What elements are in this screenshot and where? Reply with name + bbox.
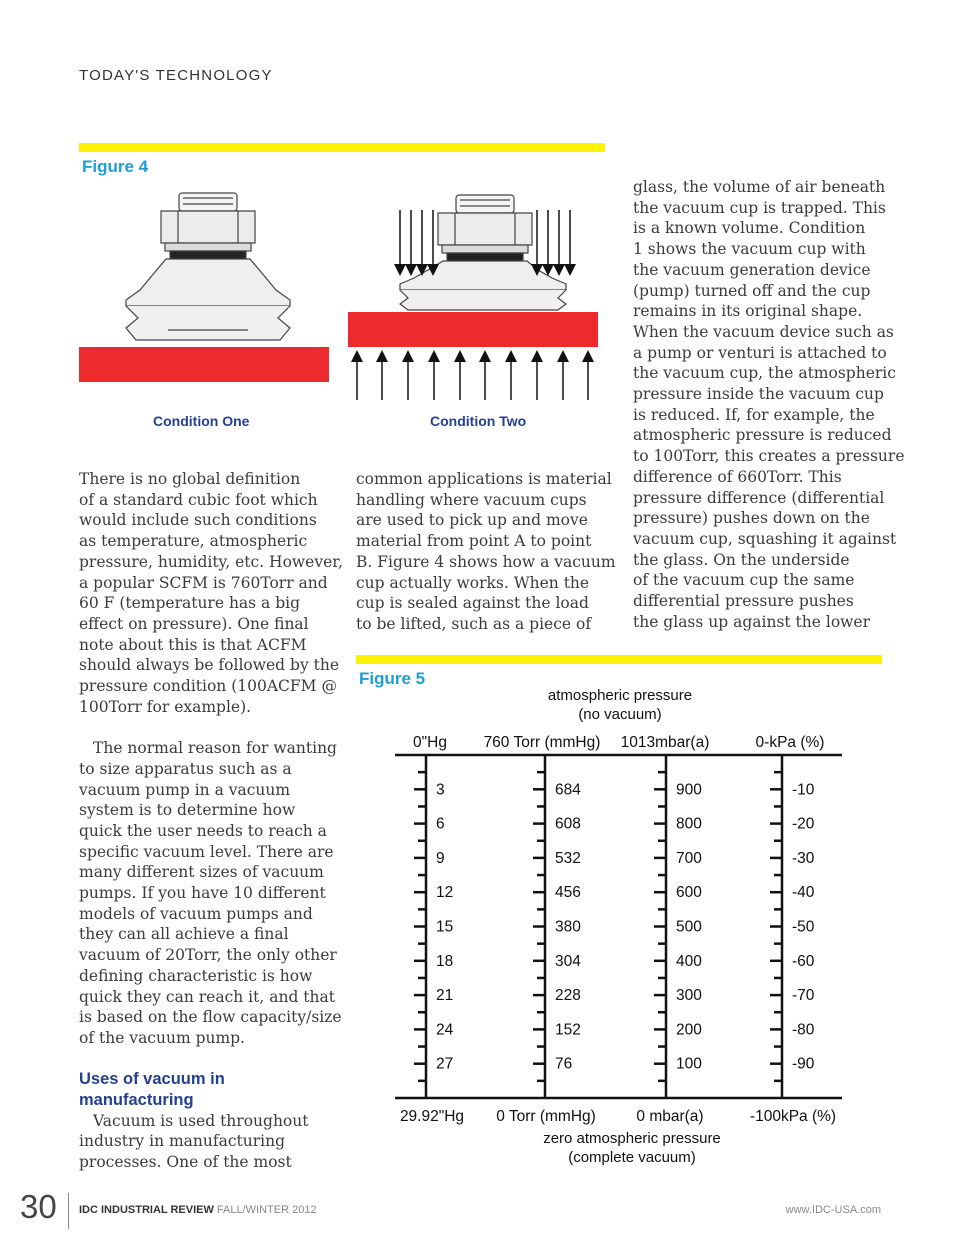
text-line: 1 shows the vacuum cup with [633,240,866,259]
text-line: vacuum cup, squashing it against [633,529,897,548]
vacuum-cup-condition-two [400,195,566,310]
top-label-line1: atmospheric pressure [547,687,693,704]
figure4-top-rule [79,143,605,152]
scale-value-1: 228 [555,987,581,1005]
figure5-top-rule [356,655,882,664]
scale-value-0: 21 [436,987,454,1005]
publication-name: IDC INDUSTRIAL REVIEW [79,1204,214,1216]
scale-value-3: -70 [792,987,815,1005]
text-line: pressure, humidity, etc. However, [79,552,343,571]
footer-publication [79,1204,317,1216]
text-line: the glass. On the underside [633,550,850,569]
vacuum-cup-condition-one [126,193,290,340]
scale-value-2: 500 [676,918,702,936]
text-line: cup is sealed against the load [356,594,589,613]
scale-value-3: -30 [792,849,815,867]
figure5-title: Figure 5 [359,669,426,688]
scale-value-3: -40 [792,884,815,902]
text-line: pressure difference (differential [633,488,885,507]
scale-value-3: -50 [792,918,815,936]
text-line: pressure condition (100ACFM @ [79,677,337,696]
column-one [79,469,343,1173]
footer-url: www.IDC-USA.com [785,1204,881,1216]
scale-value-0: 3 [436,781,445,799]
scale-value-1: 684 [555,781,581,799]
scale-value-0: 15 [436,918,454,936]
text-line: quick the user needs to reach a [79,821,327,840]
text-line: is a known volume. Condition [633,219,866,238]
text-line: pressure) pushes down on the [633,509,870,528]
paragraph-one [79,469,343,717]
text-line: they can all achieve a final [79,925,289,944]
text-line: to be lifted, such as a piece of [356,614,592,633]
heading-line: Uses of vacuum in [79,1070,225,1089]
text-line: of the vacuum pump. [79,1028,246,1047]
scale-value-2: 900 [676,781,702,799]
text-line: to size apparatus such as a [79,759,292,778]
scale-value-2: 800 [676,815,702,833]
text-line: a popular SCFM is 760Torr and [79,573,328,592]
scale-footer-0: 29.92"Hg [399,1108,465,1125]
text-line: note about this is that ACFM [79,635,307,654]
scale-value-1: 608 [555,815,581,833]
scale-value-1: 304 [555,952,581,970]
heading-line: manufacturing [79,1091,194,1110]
text-line: is based on the flow capacity/size [79,1008,342,1027]
section-heading [79,1069,343,1110]
scale-value-0: 9 [436,849,445,867]
text-line: to 100Torr, this creates a pressure [633,447,905,466]
scale-value-2: 300 [676,987,702,1005]
scale-value-2: 400 [676,952,702,970]
text-line: vacuum pump in a vacuum [79,780,291,799]
scale-header-0: 0"Hg [413,734,447,751]
scale-header-3: 0-kPa (%) [755,734,825,751]
scale-footer-3: -100kPa (%) [749,1108,837,1125]
scale-header-1: 760 Torr (mmHg) [483,734,601,751]
scale-footer-1: 0 Torr (mmHg) [496,1108,596,1125]
bottom-label-line2: (complete vacuum) [568,1149,696,1166]
text-line: cup actually works. When the [356,573,590,592]
text-line: industry in manufacturing [79,1132,286,1151]
text-line: There is no global definition [79,470,301,488]
scale-footer-2: 0 mbar(a) [636,1108,704,1125]
column-three [633,177,905,632]
text-line: effect on pressure). One final [79,614,309,633]
footer-divider [68,1193,69,1229]
text-line: atmospheric pressure is reduced [633,426,892,445]
text-line: (pump) turned off and the cup [633,281,871,300]
text-line: would include such conditions [79,511,317,530]
scale-value-1: 380 [555,918,581,936]
scale-value-2: 100 [676,1055,702,1073]
scale-value-3: -90 [792,1055,815,1073]
text-line: Vacuum is used throughout [93,1111,309,1130]
bottom-label-line1: zero atmospheric pressure [543,1130,721,1147]
scale-value-0: 6 [436,815,445,833]
text-line: difference of 660Torr. This [633,467,842,486]
scale-value-2: 700 [676,849,702,867]
text-line: is reduced. If, for example, the [633,405,875,424]
paragraph-three [79,1111,343,1173]
scale-value-3: -60 [792,952,815,970]
text-line: pumps. If you have 10 different [79,884,326,903]
condition-one-caption: Condition One [153,413,250,429]
text-line: the vacuum cup is trapped. This [633,198,886,217]
text-line: remains in its original shape. [633,302,863,321]
publication-issue: FALL/WINTER 2012 [216,1204,317,1216]
scale-value-1: 456 [555,884,581,902]
figure4-illustration [78,160,608,410]
text-line: The normal reason for wanting [93,739,337,758]
scale-value-0: 18 [436,952,454,970]
text-line: When the vacuum device such as [633,322,894,341]
scale-value-3: -80 [792,1021,815,1039]
condition-two-caption: Condition Two [430,413,527,429]
scale-value-2: 200 [676,1021,702,1039]
scale-value-3: -20 [792,815,815,833]
text-line: B. Figure 4 shows how a vacuum [356,552,616,571]
scale-value-0: 27 [436,1055,454,1073]
text-line: system is to determine how [79,801,296,820]
text-line: many different sizes of vacuum [79,863,324,882]
text-line: are used to pick up and move [356,511,588,530]
red-slab-condition-one [79,347,329,382]
text-line: processes. One of the most [79,1153,292,1172]
scale-value-0: 12 [436,884,454,902]
text-line: as temperature, atmospheric [79,532,308,551]
column-two [356,469,616,635]
text-line: the glass up against the lower [633,612,871,631]
text-line: should always be followed by the [79,656,340,675]
text-line: of a standard cubic foot which [79,490,318,509]
text-line: pressure inside the vacuum cup [633,385,884,404]
figure4-title: Figure 4 [82,157,149,176]
text-line: differential pressure pushes [633,592,854,611]
text-line: specific vacuum level. There are [79,842,334,861]
text-line: a pump or venturi is attached to [633,343,887,362]
text-line: vacuum of 20Torr, the only other [79,946,337,965]
text-line: of the vacuum cup the same [633,571,855,590]
top-label-line2: (no vacuum) [578,706,662,723]
page-number: 30 [20,1188,57,1225]
red-slab-condition-two [348,312,598,347]
scale-value-3: -10 [792,781,815,799]
text-line: 100Torr for example). [79,697,252,716]
text-line: quick they can reach it, and that [79,987,335,1006]
text-line: the vacuum cup, the atmospheric [633,364,896,383]
scale-value-2: 600 [676,884,702,902]
text-line: common applications is material [356,470,612,488]
text-line: 60 F (temperature has a big [79,594,301,613]
figure5-pressure-scale [390,680,860,1170]
paragraph-two [79,738,343,1049]
scale-value-1: 152 [555,1021,581,1039]
text-line: handling where vacuum cups [356,490,587,509]
text-line: models of vacuum pumps and [79,904,313,923]
section-label: TODAY'S TECHNOLOGY [79,67,273,84]
text-line: material from point A to point [356,532,592,551]
scale-header-2: 1013mbar(a) [620,734,710,751]
text-line: glass, the volume of air beneath [633,178,886,196]
scale-value-1: 532 [555,849,581,867]
scale-value-1: 76 [555,1055,573,1073]
text-line: the vacuum generation device [633,260,871,279]
scale-value-0: 24 [436,1021,454,1039]
text-line: defining characteristic is how [79,966,313,985]
